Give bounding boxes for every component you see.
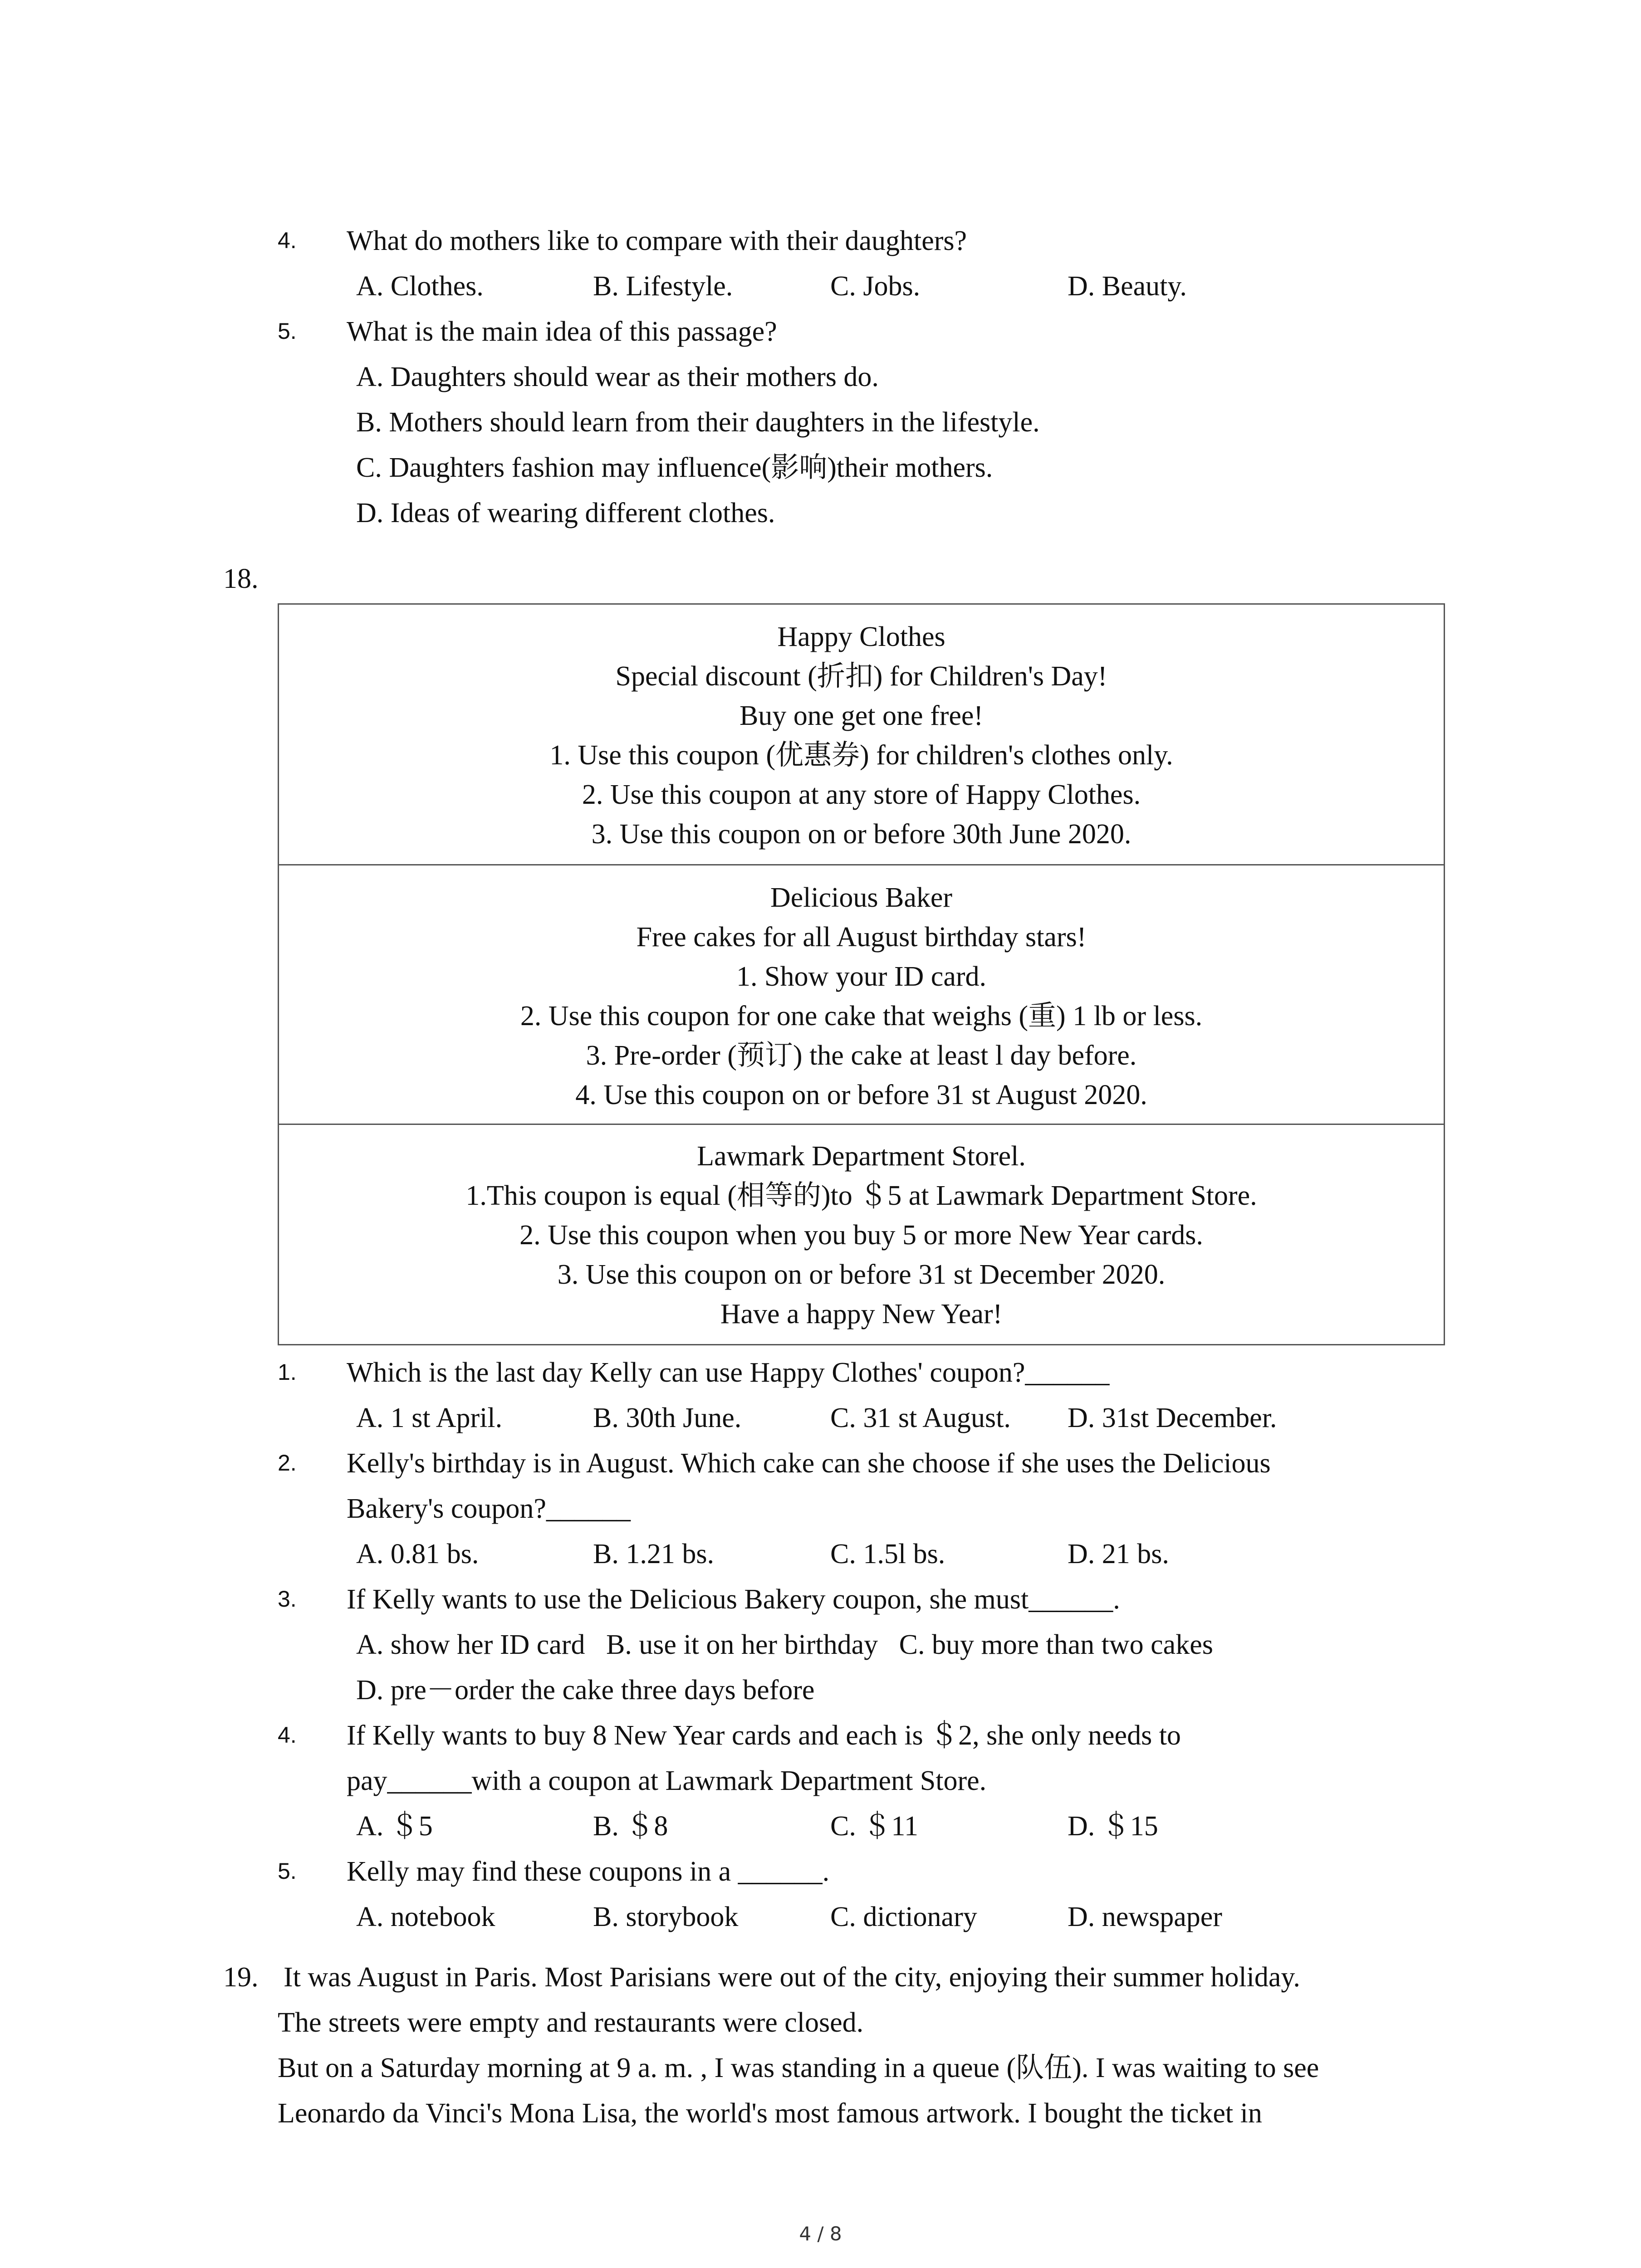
q18-item-1-option-b: B. 30th June. [593,1403,742,1433]
coupon-table [278,603,1445,1345]
coupon-line: 2. Use this coupon when you buy 5 or more New Year cards. [519,1220,1203,1251]
coupon-title: Happy Clothes [777,621,945,652]
q19-passage-line: The streets were empty and restaurants were closed. [278,2007,864,2038]
q17-item-5-option-b: B. Mothers should learn from their daughters in the lifestyle. [356,407,1040,438]
q17-item-4-option-c: C. Jobs. [830,271,921,302]
q17-item-4-option-b: B. Lifestyle. [593,271,733,302]
q18-item-2-text: Kelly's birthday is in August. Which cake can she choose if she uses the Delicious [347,1448,1271,1479]
coupon-line: Free cakes for all August birthday stars! [636,922,1087,953]
q18-item-4-option-d: D. ＄15 [1068,1811,1158,1842]
q18-item-5-option-b: B. storybook [593,1901,739,1932]
q18-item-4-option-c: C. ＄11 [830,1811,919,1842]
q18-item-2-option-b: B. 1.21 bs. [593,1539,714,1569]
q18-item-4-text: If Kelly wants to buy 8 New Year cards and each is ＄2, she only needs to [347,1720,1181,1751]
q18-item-5-option-c: C. dictionary [830,1901,977,1932]
q18-item-3-number: 3. [278,1586,297,1612]
q18-item-3-options-row-1: A. show her ID card B. use it on her birthday C. buy more than two cakes [356,1629,1213,1660]
q18-item-2-option-c: C. 1.5l bs. [830,1539,945,1569]
q18-item-5-option-a: A. notebook [356,1901,495,1932]
coupon-title: Delicious Baker [770,882,953,913]
q17-item-4-option-d: D. Beauty. [1068,271,1187,302]
coupon-line: 3. Use this coupon on or before 30th June 2020. [591,819,1132,850]
q18-item-4-option-b: B. ＄8 [593,1811,668,1842]
q18-label: 18. [223,563,259,594]
coupon-lawmark [279,1124,1444,1344]
q19-label: 19. [223,1962,259,1993]
q18-item-1-text: Which is the last day Kelly can use Happy Clothes' coupon?______ [347,1357,1110,1388]
q17-item-5-option-c: C. Daughters fashion may influence(影响)their mothers. [356,452,993,483]
q17-item-4-text: What do mothers like to compare with their daughters? [347,225,967,256]
q19-passage-line: It was August in Paris. Most Parisians were out of the city, enjoying their summer holiday. [284,1962,1300,1993]
q18-item-5-number: 5. [278,1858,297,1884]
coupon-line: 3. Use this coupon on or before 31 st December 2020. [557,1259,1166,1290]
coupon-line: 4. Use this coupon on or before 31 st August 2020. [575,1080,1147,1110]
coupon-line: 2. Use this coupon at any store of Happy Clothes. [582,779,1141,810]
coupon-line: 1.This coupon is equal (相等的)to ＄5 at Lawmark Department Store. [465,1180,1257,1211]
q17-item-5-number: 5. [278,318,297,344]
q18-item-3-options-row-2: D. pre－order the cake three days before [356,1675,815,1706]
coupon-line: Special discount (折扣) for Children's Day! [615,661,1107,692]
coupon-line: 2. Use this coupon for one cake that weighs (重) 1 lb or less. [520,1001,1203,1031]
q18-item-1-option-d: D. 31st December. [1068,1403,1277,1433]
q18-item-4-text-cont: pay______with a coupon at Lawmark Department Store. [347,1765,987,1796]
coupon-title: Lawmark Department Storel. [697,1141,1026,1172]
coupon-line: 3. Pre-order (预订) the cake at least l day before. [586,1040,1137,1071]
q17-item-5-text: What is the main idea of this passage? [347,316,777,347]
page-indicator: 4 / 8 [799,2223,842,2245]
q19-passage-line: Leonardo da Vinci's Mona Lisa, the world's most famous artwork. I bought the ticket in [278,2098,1262,2129]
q19-passage-line: But on a Saturday morning at 9 a. m. , I was standing in a queue (队伍). I was waiting to see [278,2053,1319,2083]
q18-item-2-text-cont: Bakery's coupon?______ [347,1493,631,1524]
q17-item-5-option-d: D. Ideas of wearing different clothes. [356,498,775,528]
q17-item-4-option-a: A. Clothes. [356,271,484,302]
q17-item-5-option-a: A. Daughters should wear as their mothers do. [356,362,879,392]
coupon-happy-clothes [279,605,1444,864]
coupon-line: Buy one get one free! [739,700,984,731]
q18-item-1-option-c: C. 31 st August. [830,1403,1011,1433]
coupon-delicious-baker [279,864,1444,1124]
q18-item-3-text: If Kelly wants to use the Delicious Bakery coupon, she must______. [347,1584,1120,1615]
q18-item-4-option-a: A. ＄5 [356,1811,433,1842]
q18-item-1-number: 1. [278,1359,297,1385]
coupon-line: Have a happy New Year! [720,1299,1003,1330]
coupon-line: 1. Show your ID card. [736,961,986,992]
q18-item-2-option-d: D. 21 bs. [1068,1539,1169,1569]
q18-item-5-text: Kelly may find these coupons in a ______. [347,1856,830,1887]
q17-item-4-number: 4. [278,228,297,253]
q18-item-1-option-a: A. 1 st April. [356,1403,503,1433]
q18-item-5-option-d: D. newspaper [1068,1901,1222,1932]
q18-item-4-number: 4. [278,1722,297,1748]
q18-item-2-number: 2. [278,1450,297,1476]
q18-item-2-option-a: A. 0.81 bs. [356,1539,479,1569]
coupon-line: 1. Use this coupon (优惠券) for children's clothes only. [549,740,1173,771]
